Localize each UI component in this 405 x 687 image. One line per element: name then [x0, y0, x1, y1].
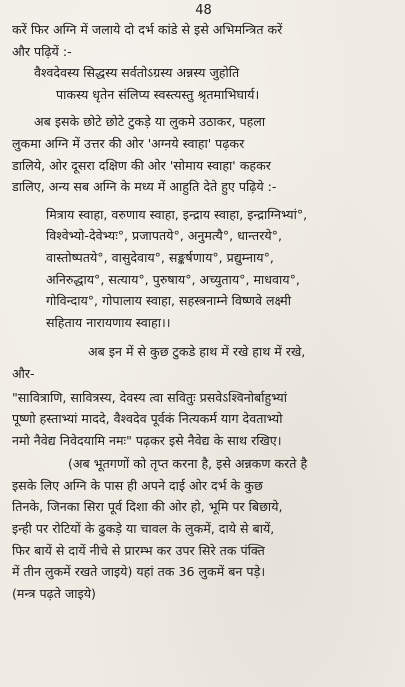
mantra-line: वैश्वदेवस्य सिद्धस्य सर्वतोऽग्रस्य अन्नस्य जुहोति: [34, 65, 240, 81]
mantra-line: "सावित्राणि, सावित्रस्य, देवस्य त्वा सवितुः प्रसवेऽश्विनोर्बाहुभ्यां: [12, 389, 287, 405]
mantra-ahuti: [12, 204, 395, 334]
page-number: 48: [195, 3, 212, 18]
text-line: में तीन लुकमें रखते जाइये) यहां तक 36 लुकमें बन पड़े।: [12, 564, 266, 580]
mantra-savitrani: [12, 387, 395, 452]
mantra-line: वास्तोष्पतये°, वासुदेवाय°, सङ्कर्षणाय°, प्रद्युम्नाय°,: [46, 249, 274, 265]
mantra-line: पूष्णो हस्ताभ्यां माददे, वैश्वदेव पूर्वकं नित्यकर्म याग देवताभ्यो: [12, 411, 283, 427]
mantra-line: पाकस्य धृतेन संलिप्य स्वस्त्यस्तु श्रृतमाभिघार्य।: [56, 86, 260, 102]
mantra-vaishvadeva: [12, 62, 395, 105]
text-line: और पढ़ियें :-: [12, 43, 72, 59]
bhutagana-paragraph: [12, 453, 395, 604]
text-line: अब इसके छोटे छोटे टुकड़े या लुकमे उठाकर, पहला: [34, 114, 266, 130]
text-line: करें फिर अग्नि में जलाये दो दर्भ कांडे से इसे अभिमन्त्रित करें: [12, 22, 283, 37]
mantra-line: गोविन्दाय°, गोपालाय स्वाहा, सहस्त्रनाम्ने विष्णवे लक्ष्मी: [46, 293, 291, 309]
mantra-line: मित्राय स्वाहा, वरुणाय स्वाहा, इन्द्राय स्वाहा, इन्द्राग्निभ्यां°,: [46, 206, 308, 222]
intro-paragraph: [12, 19, 395, 62]
mantra-line: विश्वेभ्यो-देवेभ्यः°, प्रजापतये°, अनुमत्यै°, धान्तरये°,: [46, 228, 282, 244]
instruction-paragraph: [12, 111, 395, 197]
text-line: (मन्त्र पढ़ते जाइये): [12, 585, 96, 601]
mantra-line: सहिताय नारायणाय स्वाहा।।: [46, 314, 171, 330]
mantra-line: नमो नैवेद्य निवेदयामि नमः" पढ़कर इसे नैवेद्य के साथ रखिए।: [12, 432, 282, 448]
text-line: फिर बायें से दायें नीचे से प्रारम्भ कर उपर सिरे तक पंक्ति: [12, 542, 265, 558]
text-line: डालिये, ओर दूसरा दक्षिण की ओर 'सोमाय स्वाहा' कहकर: [12, 157, 271, 173]
text-line: तिनके, जिनका सिरा पूर्व दिशा की ओर हो, भूमि पर बिछाये,: [12, 499, 283, 515]
mantra-line: अनिरुद्धाय°, सत्याय°, पुरुषाय°, अच्युताय°, माधवाय°,: [46, 271, 300, 287]
text-line: इसके लिए अग्नि के पास ही अपने दाई ओर दर्भ के कुछ: [12, 477, 263, 493]
text-line: (अब भूतगणों को तृप्त करना है, इसे अन्नकण करते है: [68, 456, 308, 472]
text-line: लुकमा अग्नि में उत्तर की ओर 'अग्नये स्वाहा' पढ़कर: [12, 135, 245, 151]
text-line: इन्ही पर रोटियों के ढुकड़े या चावल के लुकमें, दाये से बायें,: [12, 521, 275, 537]
instruction-paragraph-2: [12, 341, 395, 384]
text-line: डालिए, अन्य सब अग्नि के मध्य में आहुति देते हुए पढ़िये :-: [12, 179, 277, 195]
text-line: और-: [12, 365, 35, 381]
text-line: अब इन में से कुछ टुकडे हाथ में रखे हाथ में रखे,: [88, 344, 306, 360]
